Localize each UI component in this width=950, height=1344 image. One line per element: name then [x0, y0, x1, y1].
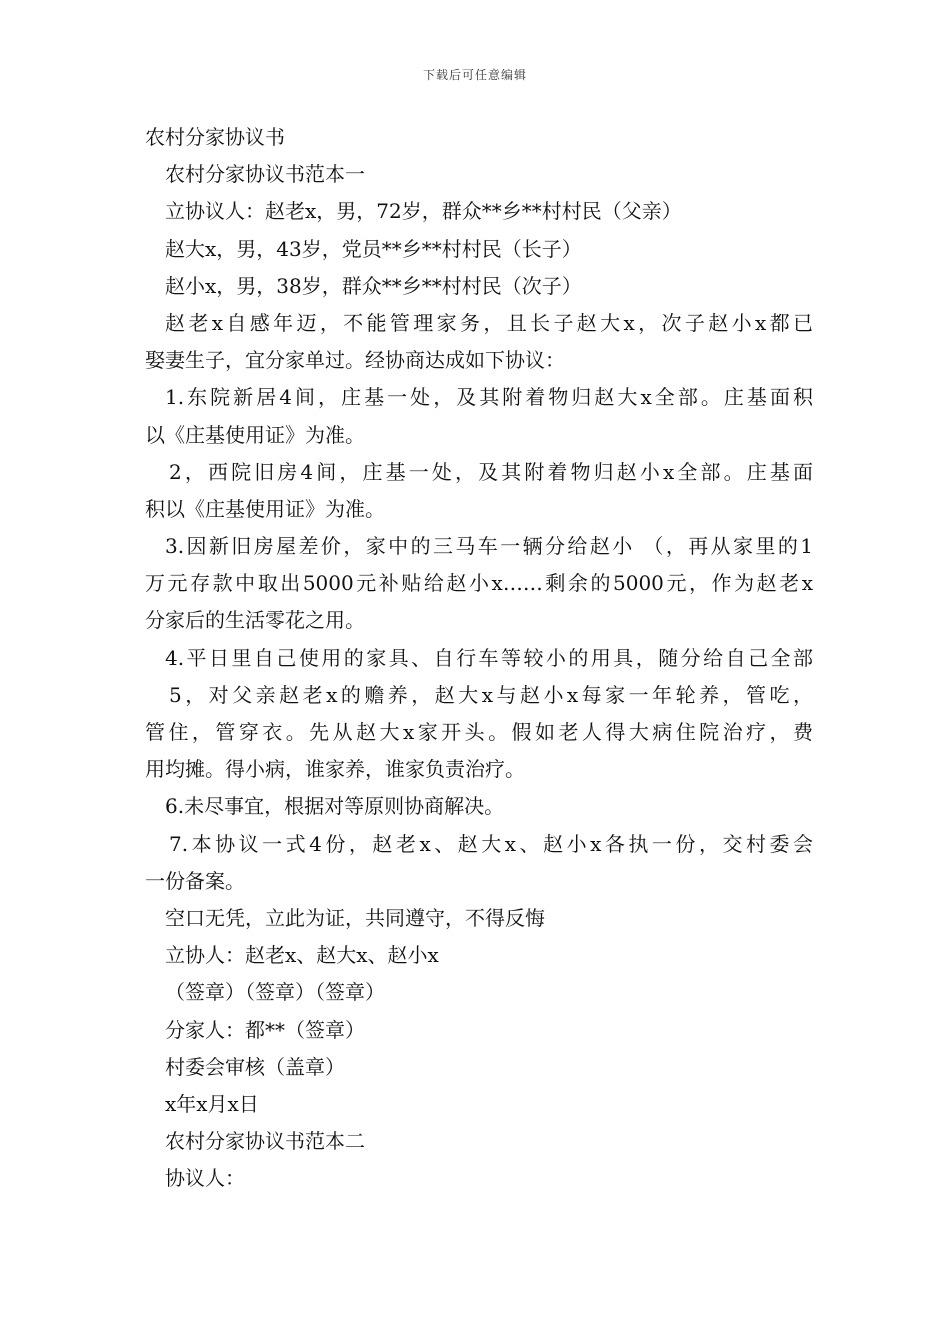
document-body	[145, 119, 813, 1197]
item5-line-3: 用均摊。得小病，谁家养，谁家负责治疗。	[145, 757, 525, 782]
document-title: 农村分家协议书	[145, 125, 285, 149]
sample2-party: 协议人：	[165, 1166, 245, 1191]
item1-line-1: 1.东院新居4间，庄基一处，及其附着物归赵大x全部。庄基面积	[165, 385, 813, 410]
signers: 立协人：赵老x、赵大x、赵小x	[165, 943, 439, 968]
document-date: x年x月x日	[165, 1091, 259, 1116]
intro-line-1: 赵老x自感年迈，不能管理家务，且长子赵大x，次子赵小x都已	[165, 310, 813, 335]
closing-statement: 空口无凭，立此为证，共同遵守，不得反悔	[165, 905, 545, 930]
party-father: 立协议人：赵老x，男，72岁，群众**乡**村村民（父亲）	[165, 199, 682, 224]
item2-line-1: 2，西院旧房4间，庄基一处，及其附着物归赵小x全部。庄基面	[169, 459, 813, 484]
item3-line-1: 3.因新旧房屋差价，家中的三马车一辆分给赵小 （，再从家里的1	[165, 534, 813, 559]
party-eldest: 赵大x，男，43岁，党员**乡**村村民（长子）	[165, 236, 582, 261]
item3-line-3: 分家后的生活零花之用。	[145, 608, 365, 633]
committee-review: 村委会审核（盖章）	[165, 1054, 345, 1079]
item1-line-2: 以《庄基使用证》为准。	[145, 422, 365, 447]
header-note: 下载后可任意编辑	[422, 68, 527, 82]
item7-line-2: 一份备案。	[145, 868, 245, 893]
item5-line-1: 5，对父亲赵老x的赡养，赵大x与赵小x每家一年轮养，管吃，	[169, 682, 813, 707]
intro-line-2: 娶妻生子，宜分家单过。经协商达成如下协议：	[145, 348, 565, 373]
sample2-title: 农村分家协议书范本二	[165, 1129, 365, 1154]
item6-line-1: 6.未尽事宜，根据对等原则协商解决。	[165, 794, 505, 819]
item2-line-2: 积以《庄基使用证》为准。	[145, 496, 385, 521]
item5-line-2: 管住，管穿衣。先从赵大x家开头。假如老人得大病住院治疗，费	[145, 720, 813, 744]
seals: （签章）（签章）（签章）	[165, 980, 385, 1005]
item3-line-2: 万元存款中取出5000元补贴给赵小x……剩余的5000元，作为赵老x	[145, 571, 813, 596]
item7-line-1: 7.本协议一式4份，赵老x、赵大x、赵小x各执一份，交村委会	[169, 831, 813, 856]
divider-person: 分家人：都**（签章）	[165, 1017, 365, 1042]
item4-line-1: 4.平日里自己使用的家具、自行车等较小的用具，随分给自己全部	[165, 645, 813, 670]
party-second: 赵小x，男，38岁，群众**乡**村村民（次子）	[165, 273, 582, 298]
sample1-title: 农村分家协议书范本一	[165, 162, 365, 187]
